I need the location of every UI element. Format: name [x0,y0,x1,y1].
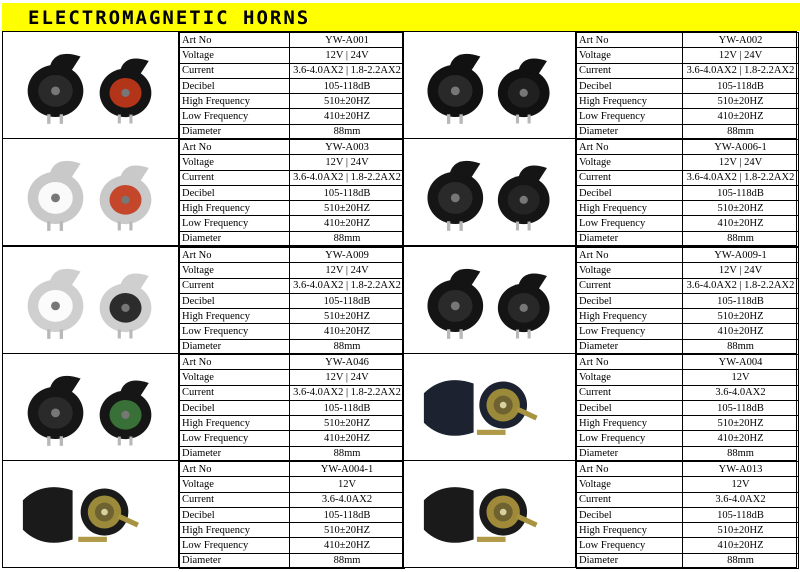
spec-value-decibel: 105-118dB [290,185,405,200]
spec-value-high-frequency: 510±20HZ [683,309,799,324]
horn-photo-red-black-snail-horn-pair [3,32,178,138]
spec-label: Art No [180,248,290,263]
spec-label: Low Frequency [180,431,290,446]
spec-value-current: 3.6-4.0AX2 | 1.8-2.2AX2 [683,278,799,293]
spec-row-current [577,385,799,400]
spec-label: Art No [577,355,683,370]
spec-row-voltage [180,370,405,385]
spec-row-high-frequency [577,201,799,216]
spec-label: Diameter [577,446,683,461]
spec-table [179,247,405,355]
product-card-yw-a009-1 [403,246,797,354]
spec-row-decibel [577,78,799,93]
spec-label: Decibel [577,78,683,93]
spec-value-high-frequency: 510±20HZ [683,523,799,538]
spec-value-low-frequency: 410±20HZ [683,431,799,446]
spec-value-low-frequency: 410±20HZ [290,431,405,446]
spec-row-low-frequency [577,431,799,446]
spec-label: Art No [180,33,290,48]
spec-value-low-frequency: 410±20HZ [290,538,405,553]
spec-label: Voltage [577,370,683,385]
spec-row-art-no [180,248,405,263]
spec-value-low-frequency: 410±20HZ [290,109,405,124]
spec-value-art-no: YW-A001 [290,33,405,48]
spec-table [179,139,405,247]
product-image [3,139,179,245]
spec-label: Current [180,278,290,293]
spec-label: Current [577,492,683,507]
spec-row-high-frequency [180,94,405,109]
spec-value-decibel: 105-118dB [683,78,799,93]
spec-row-diameter [180,231,405,246]
spec-value-voltage: 12V | 24V [290,48,405,63]
spec-label: Low Frequency [577,216,683,231]
product-card-yw-a013 [403,460,797,568]
spec-value-diameter: 88mm [683,124,799,139]
spec-row-current [577,63,799,78]
spec-value-current: 3.6-4.0AX2 [683,492,799,507]
spec-row-low-frequency [180,324,405,339]
spec-value-art-no: YW-A009-1 [683,248,799,263]
product-image [404,461,576,567]
spec-label: Voltage [180,477,290,492]
spec-label: Art No [577,462,683,477]
spec-label: Low Frequency [577,431,683,446]
horn-photo-chrome-grille-red-horn-pair [3,139,178,245]
spec-row-low-frequency [180,109,405,124]
spec-value-diameter: 88mm [290,446,405,461]
spec-table [179,354,405,462]
spec-label: Current [180,63,290,78]
spec-value-voltage: 12V | 24V [683,155,799,170]
spec-label: Voltage [180,263,290,278]
title-banner-extension [435,3,800,31]
spec-label: Current [577,63,683,78]
horn-photo-disc-horn-with-bracket [404,461,575,567]
spec-row-art-no [180,33,405,48]
spec-value-current: 3.6-4.0AX2 | 1.8-2.2AX2 [683,170,799,185]
product-image [404,139,576,245]
spec-label: High Frequency [180,416,290,431]
product-image [404,247,576,353]
product-image [3,461,179,567]
spec-value-high-frequency: 510±20HZ [290,94,405,109]
spec-row-decibel [577,400,799,415]
spec-label: Current [577,385,683,400]
spec-label: Current [577,278,683,293]
spec-label: Art No [180,462,290,477]
spec-row-high-frequency [180,309,405,324]
spec-label: High Frequency [577,309,683,324]
spec-label: Current [180,170,290,185]
spec-value-high-frequency: 510±20HZ [290,309,405,324]
spec-label: High Frequency [577,416,683,431]
spec-row-voltage [577,477,799,492]
spec-value-current: 3.6-4.0AX2 [290,492,405,507]
spec-label: Decibel [577,293,683,308]
spec-row-art-no [577,462,799,477]
spec-label: Diameter [180,124,290,139]
spec-row-high-frequency [577,94,799,109]
spec-row-high-frequency [577,309,799,324]
spec-value-decibel: 105-118dB [290,400,405,415]
spec-label: High Frequency [180,523,290,538]
spec-label: High Frequency [180,309,290,324]
spec-row-decibel [577,293,799,308]
spec-value-diameter: 88mm [290,231,405,246]
spec-label: Diameter [180,231,290,246]
spec-label: High Frequency [577,201,683,216]
spec-table [576,354,799,462]
spec-row-low-frequency [577,324,799,339]
title-banner [2,3,435,31]
spec-label: Voltage [577,155,683,170]
spec-row-high-frequency [180,523,405,538]
spec-row-high-frequency [577,416,799,431]
spec-row-art-no [577,33,799,48]
spec-row-decibel [180,400,405,415]
spec-value-diameter: 88mm [290,553,405,568]
spec-row-low-frequency [577,109,799,124]
spec-label: Voltage [180,48,290,63]
top-bar [0,0,800,34]
spec-row-voltage [577,48,799,63]
spec-value-low-frequency: 410±20HZ [683,109,799,124]
spec-value-high-frequency: 510±20HZ [290,201,405,216]
spec-value-low-frequency: 410±20HZ [290,324,405,339]
spec-label: Diameter [180,553,290,568]
spec-label: Low Frequency [577,538,683,553]
spec-row-low-frequency [577,216,799,231]
product-card-yw-a009 [2,246,403,354]
spec-value-voltage: 12V [683,477,799,492]
spec-row-high-frequency [180,201,405,216]
spec-label: Current [577,170,683,185]
product-image [404,354,576,460]
spec-value-current: 3.6-4.0AX2 [683,385,799,400]
spec-value-low-frequency: 410±20HZ [683,538,799,553]
spec-row-current [180,278,405,293]
spec-label: Decibel [180,78,290,93]
spec-label: Voltage [180,155,290,170]
spec-value-diameter: 88mm [683,339,799,354]
spec-value-high-frequency: 510±20HZ [683,416,799,431]
spec-row-art-no [577,355,799,370]
horn-photo-black-snail-horn-pair [404,247,575,353]
spec-value-high-frequency: 510±20HZ [683,94,799,109]
spec-label: Art No [180,140,290,155]
spec-row-art-no [577,248,799,263]
spec-label: Decibel [577,185,683,200]
spec-value-high-frequency: 510±20HZ [683,201,799,216]
spec-row-voltage [180,155,405,170]
spec-row-decibel [180,293,405,308]
spec-value-current: 3.6-4.0AX2 | 1.8-2.2AX2 [290,63,405,78]
product-card-yw-a046 [2,353,403,461]
spec-label: Decibel [577,400,683,415]
spec-label: Diameter [180,339,290,354]
spec-value-voltage: 12V [683,370,799,385]
spec-label: High Frequency [180,94,290,109]
spec-row-current [180,492,405,507]
spec-row-art-no [180,355,405,370]
spec-row-voltage [180,263,405,278]
spec-row-low-frequency [180,431,405,446]
spec-label: Current [180,385,290,400]
page-title: ELECTROMAGNETIC HORNS [28,7,311,29]
spec-value-art-no: YW-A004 [683,355,799,370]
spec-label: Voltage [577,477,683,492]
spec-row-voltage [577,155,799,170]
spec-label: High Frequency [577,94,683,109]
spec-row-current [180,170,405,185]
spec-value-decibel: 105-118dB [683,400,799,415]
spec-row-art-no [577,140,799,155]
spec-value-decibel: 105-118dB [290,507,405,522]
spec-row-low-frequency [577,538,799,553]
spec-row-diameter [577,231,799,246]
spec-value-current: 3.6-4.0AX2 | 1.8-2.2AX2 [290,278,405,293]
spec-row-decibel [180,78,405,93]
spec-label: Decibel [180,293,290,308]
spec-value-diameter: 88mm [683,231,799,246]
spec-label: Art No [577,140,683,155]
product-image [3,354,179,460]
spec-row-current [180,385,405,400]
spec-value-art-no: YW-A009 [290,248,405,263]
spec-value-decibel: 105-118dB [683,293,799,308]
spec-row-decibel [577,185,799,200]
spec-value-current: 3.6-4.0AX2 | 1.8-2.2AX2 [683,63,799,78]
spec-label: High Frequency [577,523,683,538]
product-card-yw-a003 [2,138,403,246]
spec-label: Low Frequency [180,216,290,231]
spec-value-diameter: 88mm [683,553,799,568]
spec-row-current [577,278,799,293]
spec-label: Art No [180,355,290,370]
product-card-yw-a004-1 [2,460,403,568]
product-card-yw-a004 [403,353,797,461]
spec-label: Diameter [180,446,290,461]
spec-label: Diameter [577,339,683,354]
spec-value-voltage: 12V | 24V [290,263,405,278]
spec-row-voltage [577,370,799,385]
spec-row-art-no [180,140,405,155]
spec-table [179,461,405,569]
spec-label: Voltage [577,48,683,63]
spec-table [576,139,799,247]
product-card-yw-a002 [403,31,797,139]
spec-row-current [577,492,799,507]
spec-value-art-no: YW-A003 [290,140,405,155]
spec-table [576,247,799,355]
spec-label: Art No [577,33,683,48]
spec-value-low-frequency: 410±20HZ [290,216,405,231]
spec-row-voltage [180,477,405,492]
spec-row-current [180,63,405,78]
spec-value-voltage: 12V [290,477,405,492]
spec-value-art-no: YW-A046 [290,355,405,370]
product-image [3,32,179,138]
product-image [404,32,576,138]
spec-table [179,32,405,140]
horn-photo-black-snail-horn-pair [404,32,575,138]
spec-row-voltage [180,48,405,63]
spec-label: Diameter [577,231,683,246]
spec-row-art-no [180,462,405,477]
horn-photo-disc-horn-with-bracket [404,354,575,460]
spec-row-diameter [577,553,799,568]
product-card-yw-a001 [2,31,403,139]
spec-label: Decibel [180,185,290,200]
spec-label: Low Frequency [577,324,683,339]
spec-row-decibel [577,507,799,522]
spec-label: Low Frequency [180,109,290,124]
product-image [3,247,179,353]
spec-row-decibel [180,185,405,200]
spec-label: Diameter [577,124,683,139]
spec-value-high-frequency: 510±20HZ [290,416,405,431]
spec-label: Low Frequency [180,324,290,339]
spec-value-decibel: 105-118dB [683,185,799,200]
spec-value-decibel: 105-118dB [290,78,405,93]
horn-photo-black-green-snail-horn-pair [3,354,178,460]
product-card-yw-a006-1 [403,138,797,246]
spec-value-art-no: YW-A002 [683,33,799,48]
spec-value-current: 3.6-4.0AX2 | 1.8-2.2AX2 [290,170,405,185]
spec-value-art-no: YW-A004-1 [290,462,405,477]
spec-row-high-frequency [577,523,799,538]
spec-label: Low Frequency [180,538,290,553]
spec-value-decibel: 105-118dB [683,507,799,522]
horn-photo-disc-horn-with-bracket [3,461,178,567]
spec-value-high-frequency: 510±20HZ [290,523,405,538]
spec-label: Decibel [180,507,290,522]
spec-value-art-no: YW-A006-1 [683,140,799,155]
spec-value-art-no: YW-A013 [683,462,799,477]
spec-label: Art No [577,248,683,263]
spec-table [576,32,799,140]
spec-value-low-frequency: 410±20HZ [683,324,799,339]
spec-value-voltage: 12V | 24V [290,370,405,385]
spec-label: Low Frequency [577,109,683,124]
spec-row-decibel [180,507,405,522]
spec-row-voltage [577,263,799,278]
spec-value-diameter: 88mm [683,446,799,461]
spec-value-diameter: 88mm [290,124,405,139]
spec-row-diameter [180,553,405,568]
spec-label: Voltage [577,263,683,278]
spec-label: Diameter [577,553,683,568]
spec-label: Current [180,492,290,507]
spec-row-low-frequency [180,216,405,231]
spec-value-voltage: 12V | 24V [683,48,799,63]
horn-photo-black-snail-horn-pair [404,139,575,245]
spec-table [576,461,799,569]
spec-value-current: 3.6-4.0AX2 | 1.8-2.2AX2 [290,385,405,400]
spec-value-decibel: 105-118dB [290,293,405,308]
spec-row-low-frequency [180,538,405,553]
spec-label: Decibel [180,400,290,415]
spec-value-voltage: 12V | 24V [683,263,799,278]
horn-photo-chrome-snail-horn-pair [3,247,178,353]
spec-value-diameter: 88mm [290,339,405,354]
spec-row-high-frequency [180,416,405,431]
spec-label: Voltage [180,370,290,385]
spec-value-voltage: 12V | 24V [290,155,405,170]
spec-value-low-frequency: 410±20HZ [683,216,799,231]
spec-row-current [577,170,799,185]
spec-label: High Frequency [180,201,290,216]
spec-label: Decibel [577,507,683,522]
